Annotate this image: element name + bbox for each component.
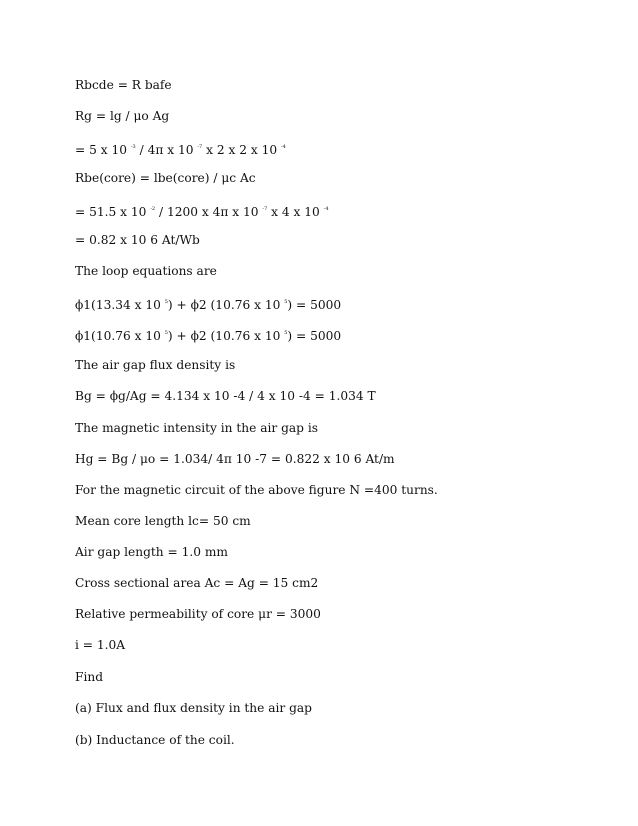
equation-air-gap-reluctance-values: = 5 x 10 $^{-3}$ / 4π x 10 $^{-7}$ x 2 x 2 x 10 $^{-4}$ [75,143,286,157]
equation-core-reluctance: Rbe(core) = lbe(core) / μc Ac [75,171,256,185]
text-mean-core-length: Mean core length lc= 50 cm [75,514,251,528]
text-cross-sectional-area: Cross sectional area Ac = Ag = 15 cm2 [75,576,319,590]
text-current: i = 1.0A [75,638,126,652]
equation-core-reluctance-values: = 51.5 x 10 $^{-2}$ / 1200 x 4π x 10 $^{-7}$ x 4 x 10 $^{-4}$ [75,205,329,219]
text-flux-density-intro: The air gap flux density is [75,358,236,372]
text-problem-statement: For the magnetic circuit of the above figure N =400 turns. [75,483,438,497]
equation-magnetic-intensity: Hg = Bg / μo = 1.034/ 4π 10 -7 = 0.822 x 10 6 At/m [75,452,395,466]
text-question-a: (a) Flux and flux density in the air gap [75,701,312,715]
text-magnetic-intensity-intro: The magnetic intensity in the air gap is [75,421,318,435]
text-question-b: (b) Inductance of the coil. [75,733,235,747]
text-relative-permeability: Relative permeability of core μr = 3000 [75,607,321,621]
equation-air-gap-reluctance: Rg = lg / μo Ag [75,109,170,123]
text-loop-equations-intro: The loop equations are [75,264,217,278]
equation-loop-1: ϕ1(13.34 x 10 $^5$) + ϕ2 (10.76 x 10 $^5$) = 5000 [75,298,342,312]
equation-core-reluctance-result: = 0.82 x 10 6 At/Wb [75,233,200,247]
equation-flux-density: Bg = ϕg/Ag = 4.134 x 10 -4 / 4 x 10 -4 = 1.034 T [75,389,376,403]
text-find-heading: Find [75,670,104,684]
equation-loop-2: ϕ1(10.76 x 10 $^5$) + ϕ2 (10.76 x 10 $^5$) = 5000 [75,329,342,343]
text-air-gap-length: Air gap length = 1.0 mm [75,545,228,559]
equation-reluctance-equality: Rbcde = R bafe [75,78,172,92]
